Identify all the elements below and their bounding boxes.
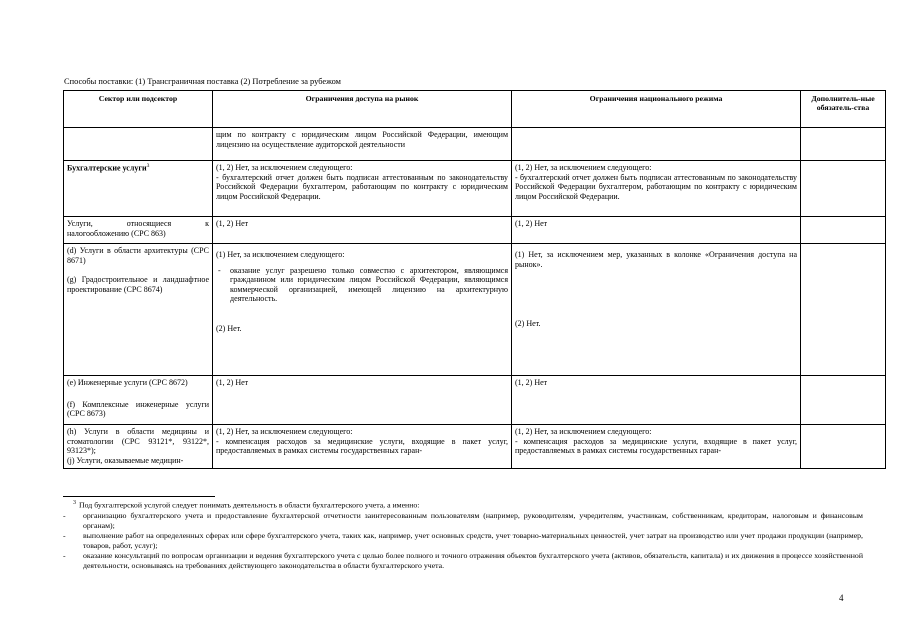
- table-row: [64, 244, 886, 376]
- table-header-row: [64, 91, 886, 128]
- list-item: - выполнение работ на определенных сферах или сфере бухгалтерского учета, таких как, например, учет основных средств, учет товарно-материальных ценностей, учет затрат на производство или учет продажи продукции (например, товаров, работ, услуг);: [83, 531, 863, 551]
- market-list: [216, 266, 508, 304]
- footnote-separator: [63, 496, 215, 497]
- cell-national: (1, 2) Нет, за исключением следующего: - компенсация расходов за медицинские услуги, входящие в пакет услуг, предоставляемых в рамках системы государственных гаран-: [512, 425, 801, 469]
- header-national-treatment: Ограничения национального режима: [512, 91, 801, 128]
- list-item: - организацию бухгалтерского учета и предоставление бухгалтерской отчетности заинтересованным пользователям (например, руководителям, учредителям, участникам, собственникам, кредиторам, налоговым и финансовым органам);: [83, 511, 863, 531]
- sector-accounting: Бухгалтерские услуги: [67, 163, 147, 173]
- commitments-table: [63, 90, 886, 469]
- footnote-lead: [63, 500, 863, 511]
- table-row: [64, 217, 886, 244]
- cell-sector: Услуги, относящиеся к налогообложению (СРС 863): [64, 217, 213, 244]
- market-mode2: (2) Нет.: [216, 323, 242, 333]
- cell-national: [512, 128, 801, 161]
- cell-sector: [64, 425, 213, 469]
- table-row: [64, 376, 886, 425]
- footnote-mark: 3: [73, 500, 76, 506]
- header-additional: Дополнитель-ные обязатель-ства: [801, 91, 886, 128]
- sector-engineering: (e) Инженерные услуги (СРС 8672): [67, 378, 188, 387]
- cell-additional: [801, 161, 886, 217]
- table-row: [64, 161, 886, 217]
- header-sector: Сектор или подсектор: [64, 91, 213, 128]
- cell-market-access: (1, 2) Нет: [213, 376, 512, 425]
- page-caption: Способы поставки: (1) Трансграничная поставка (2) Потребление за рубежом: [64, 77, 341, 86]
- cell-sector: [64, 376, 213, 425]
- footnote: [63, 500, 863, 571]
- sector-integrated-engineering: (f) Комплексные инженерные услуги (СРС 8673): [67, 399, 209, 419]
- cell-market-access: (1, 2) Нет, за исключением следующего: - компенсация расходов за медицинские услуги, входящие в пакет услуг, предоставляемых в рамках системы государственных гаран-: [213, 425, 512, 469]
- national-mode1: (1) Нет, за исключением мер, указанных в колонке «Ограничения доступа на рынок».: [515, 250, 797, 269]
- page-number: 4: [839, 593, 844, 603]
- list-item: - оказание услуг разрешено только совместно с архитектором, являющимся гражданином или юридическим лицом Российской Федерации, являющимся коммерческой организацией, имеющей лицензию на архитектурную деятельность.: [230, 266, 508, 304]
- cell-national: [512, 244, 801, 376]
- cell-national: (1, 2) Нет, за исключением следующего: - бухгалтерский отчет должен быть подписан аттестованным по законодательству Российской Федерации бухгалтером, работающим по контракту с юридическим лицом Российской Федерации.: [512, 161, 801, 217]
- cell-additional: [801, 244, 886, 376]
- cell-market-access: [213, 244, 512, 376]
- cell-additional: [801, 425, 886, 469]
- sector-architecture: (d) Услуги в области архитектуры (СРС 8671): [67, 246, 209, 265]
- national-mode2: (2) Нет.: [515, 319, 541, 329]
- cell-sector: [64, 244, 213, 376]
- cell-additional: [801, 376, 886, 425]
- footnote-ref: 3: [146, 163, 150, 169]
- market-intro: (1) Нет, за исключением следующего:: [216, 250, 345, 259]
- cell-additional: [801, 217, 886, 244]
- sector-medical: (h) Услуги в области медицины и стоматологии (СРС 93121*, 93122*, 93123*);: [67, 427, 209, 456]
- list-item: - оказание консультаций по вопросам организации и ведения бухгалтерского учета с целью более полного и точного отражения объектов бухгалтерского учета (активов, обязательств, капитала) и их движения в процессе хозяйственной деятельности, основываясь на требованиях действующего законодательства в области бухгалтерского учета.: [83, 551, 863, 571]
- cell-sector: [64, 161, 213, 217]
- cell-national: (1, 2) Нет: [512, 376, 801, 425]
- sector-landscape: (g) Градостроительное и ландшафтное проектирование (СРС 8674): [67, 275, 209, 294]
- header-market-access: Ограничения доступа на рынок: [213, 91, 512, 128]
- cell-market-access: (1, 2) Нет: [213, 217, 512, 244]
- sector-medical-services: (j) Услуги, оказываемые медицин-: [67, 455, 184, 465]
- cell-sector: [64, 128, 213, 161]
- table-row: [64, 425, 886, 469]
- cell-additional: [801, 128, 886, 161]
- cell-market-access: щим по контракту с юридическим лицом Российской Федерации, имеющим лицензию на осуществление аудиторской деятельности: [213, 128, 512, 161]
- footnote-lead-text: Под бухгалтерской услугой следует понимать деятельность в области бухгалтерского учета, а именно:: [79, 500, 420, 510]
- footnote-list: [63, 511, 863, 572]
- cell-market-access: (1, 2) Нет, за исключением следующего: - бухгалтерский отчет должен быть подписан аттестованным по законодательству Российской Федерации бухгалтером, работающим по контракту с юридическим лицом Российской Федерации.: [213, 161, 512, 217]
- cell-national: (1, 2) Нет: [512, 217, 801, 244]
- table-row: [64, 128, 886, 161]
